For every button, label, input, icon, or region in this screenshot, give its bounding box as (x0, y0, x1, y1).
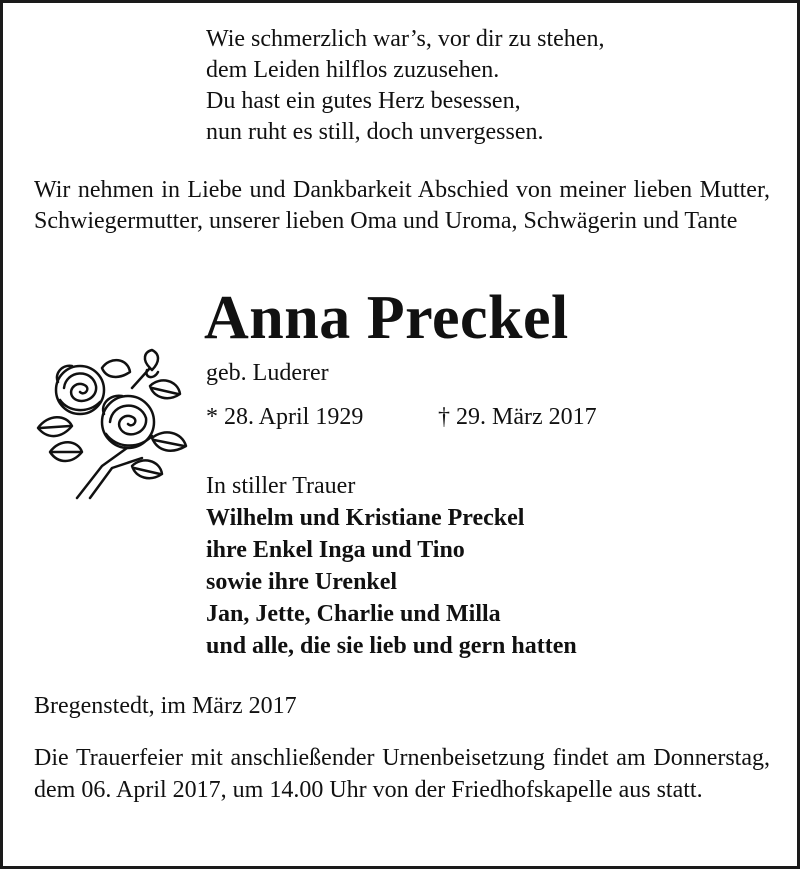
mourners-block (206, 470, 577, 662)
farewell-intro: Wir nehmen in Liebe und Dankbarkeit Abschied von meiner lieben Mutter, Schwiegermutter, unserer lieben Oma und Uroma, Schwägerin und Tante (34, 177, 770, 234)
poem-line: Du hast ein gutes Herz besessen, (206, 88, 521, 114)
deceased-name: Anna Preckel (204, 284, 569, 352)
mourner-line: und alle, die sie lieb und gern hatten (206, 633, 577, 659)
birth-date: * 28. April 1929 (206, 404, 364, 430)
poem-line: Wie schmerzlich war’s, vor dir zu stehen, (206, 26, 605, 52)
poem (206, 24, 604, 148)
mourner-line: Jan, Jette, Charlie und Milla (206, 601, 501, 627)
funeral-notice: Die Trauerfeier mit anschließender Urnenbeisetzung findet am Donnerstag, dem 06. April 2017, um 14.00 Uhr von der Friedhofskapelle aus statt. (34, 745, 770, 803)
rose-illustration-icon (32, 348, 192, 503)
poem-line: nun ruht es still, doch unvergessen. (206, 119, 544, 145)
mourner-line: sowie ihre Urenkel (206, 569, 398, 595)
mourner-line: Wilhelm und Kristiane Preckel (206, 505, 525, 531)
death-date: † 29. März 2017 (438, 404, 597, 430)
life-dates (206, 400, 597, 434)
poem-line: dem Leiden hilflos zuzusehen. (206, 57, 500, 83)
place-date: Bregenstedt, im März 2017 (34, 693, 297, 719)
maiden-name: geb. Luderer (206, 360, 329, 386)
mourners-intro: In stiller Trauer (206, 473, 356, 499)
mourner-line: ihre Enkel Inga und Tino (206, 537, 465, 563)
